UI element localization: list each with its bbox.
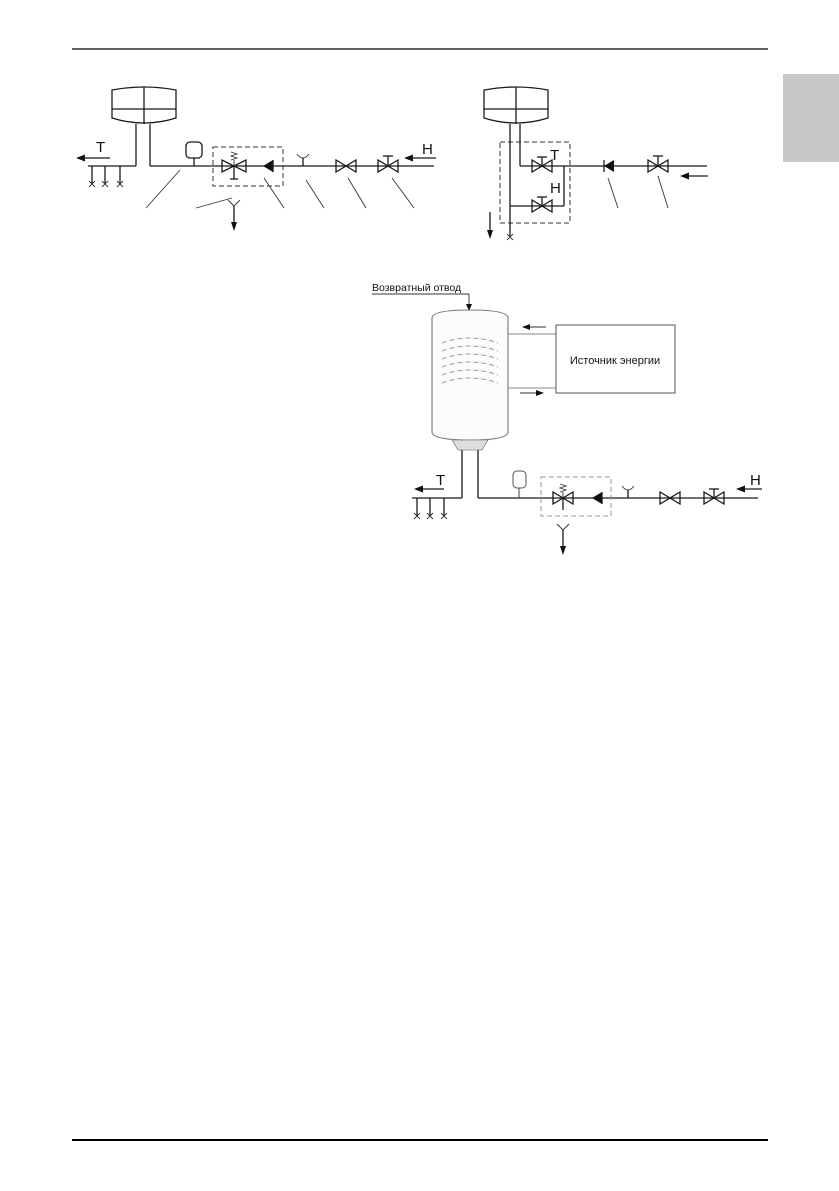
expansion-vessel-3 bbox=[513, 471, 526, 488]
section-tab bbox=[783, 74, 839, 162]
diagram-nonpressure-connection bbox=[484, 87, 708, 240]
hot-tap-label: T bbox=[550, 147, 560, 164]
diagram-indirect-heating bbox=[372, 282, 762, 555]
hot-outlet-label-3: T bbox=[436, 472, 446, 489]
boiler-flange bbox=[452, 440, 488, 450]
cold-tap-label: H bbox=[550, 180, 561, 197]
cold-inlet-label-3: H bbox=[750, 472, 761, 489]
check-valve-2 bbox=[604, 160, 614, 172]
hot-outlet-label: T bbox=[96, 139, 106, 156]
energy-source-label: Источник энергии bbox=[569, 355, 661, 367]
recirculation-label: Возвратный отвод bbox=[372, 282, 462, 294]
diagram-pressure-connection bbox=[76, 87, 436, 231]
expansion-vessel bbox=[186, 142, 202, 158]
cold-inlet-label: H bbox=[422, 141, 433, 158]
check-valve-1 bbox=[263, 160, 273, 172]
